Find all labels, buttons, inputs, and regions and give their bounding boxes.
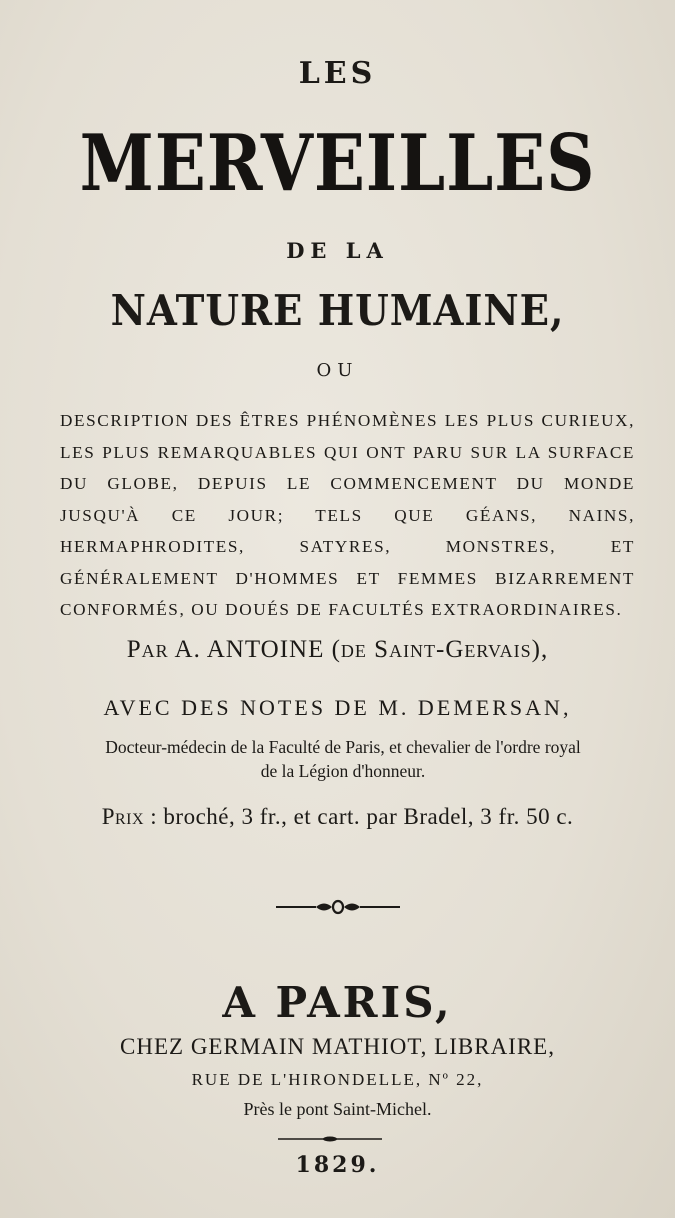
title-article: LES — [298, 56, 377, 91]
price-label: Prix — [101, 804, 145, 829]
author-origin: (de Saint-Gervais), — [331, 636, 549, 663]
title-connector: DE LA — [286, 238, 389, 263]
rule-divider — [278, 1135, 382, 1143]
imprint-street: RUE DE L'HIRONDELLE, Nº 22, — [191, 1070, 484, 1089]
imprint-year: 1829. — [295, 1152, 380, 1178]
imprint-publisher: CHEZ GERMAIN MATHIOT, LIBRAIRE, — [120, 1034, 555, 1059]
imprint-near: Près le pont Saint-Michel. — [243, 1099, 432, 1119]
author-prefix: Par — [126, 636, 169, 663]
title-subject: NATURE HUMAINE, — [110, 286, 565, 335]
ornament-divider — [276, 896, 400, 918]
credentials-line-2: de la Légion d'honneur. — [260, 761, 426, 781]
imprint-city: A PARIS, — [222, 978, 453, 1027]
author-name: A. ANTOINE — [174, 636, 325, 663]
author-line — [0, 636, 675, 664]
title-or: OU — [316, 360, 359, 381]
main-title: MERVEILLES — [79, 118, 596, 209]
credentials-line-1: Docteur-médecin de la Faculté de Paris, et chevalier de l'ordre royal — [105, 737, 581, 757]
credentials — [48, 735, 638, 783]
subtitle-description: DESCRIPTION DES ÊTRES PHÉNOMÈNES LES PLUS CURIEUX, LES PLUS REMARQUABLES QUI ONT PARU SUR LA SURFACE DU GLOBE, DEPUIS LE COMMENCEMENT DU MONDE JUSQU'À CE JOUR; TELS QUE GÉANS, NAINS, HERMAPHRODITES, SATYRES, MONSTRES, ET GÉNÉRALEMENT D'HOMMES ET FEMMES BIZARREMENT CONFORMÉS, OU DOUÉS DE FACULTÉS EXTRAORDINAIRES. — [60, 411, 635, 619]
price-line — [0, 804, 675, 830]
notes-line: AVEC DES NOTES DE M. DEMERSAN, — [103, 695, 572, 720]
price-text: : broché, 3 fr., et cart. par Bradel, 3 fr. 50 c. — [150, 804, 574, 829]
